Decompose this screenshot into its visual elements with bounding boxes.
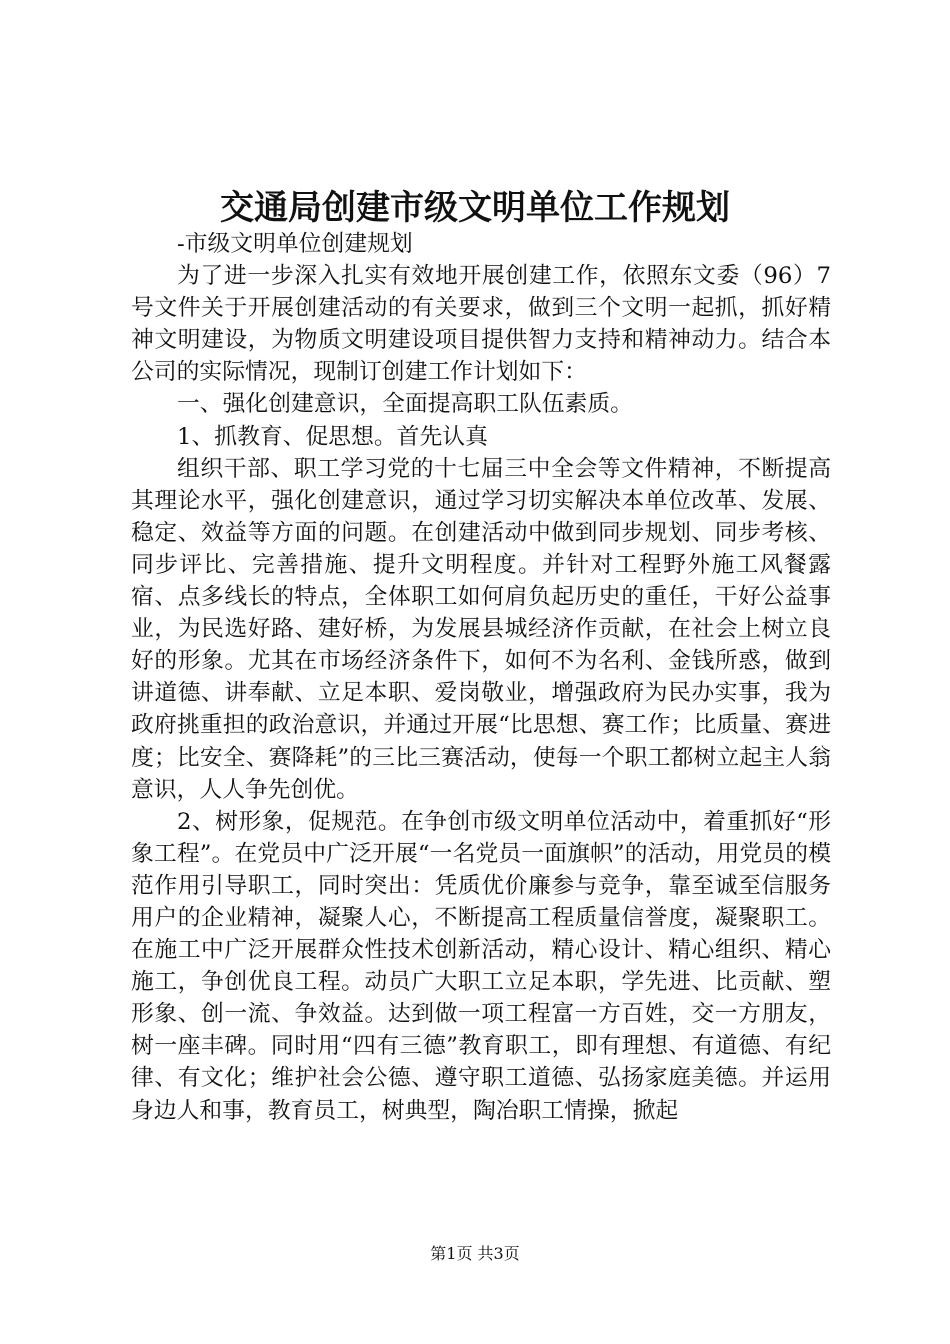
- document-subtitle: -市级文明单位创建规划: [177, 231, 413, 257]
- paragraph-image: 2、树形象，促规范。在争创市级文明单位活动中，着重抓好“形象工程”。在党员中广泛开展“一名党员一面旗帜”的活动，用党员的模范作用引导职工，同时突出：凭质优价廉参与竞争，靠至诚至信服务用户的企业精神，凝聚人心，不断提高工程质量信誉度，凝聚职工。在施工中广泛开展群众性技术创新活动，精心设计、精心组织、精心施工，争创优良工程。动员广大职工立足本职，学先进、比贡献、塑形象、创一流、争效益。达到做一项工程富一方百姓，交一方朋友，树一座丰碑。同时用“四有三德”教育职工，即有理想、有道德、有纪律、有文化；维护社会公德、遵守职工道德、弘扬家庭美德。并运用身边人和事，教育员工，树典型，陶冶职工情操，掀起: [131, 808, 831, 1124]
- paragraph-intro: 为了进一步深入扎实有效地开展创建工作，依照东文委（96）7号文件关于开展创建活动的有关要求，做到三个文明一起抓，抓好精神文明建设，为物质文明建设项目提供智力支持和精神动力。结合本公司的实际情况，现制订创建工作计划如下：: [131, 263, 831, 386]
- document-body: [131, 228, 831, 1127]
- subsection-heading-1: 1、抓教育、促思想。首先认真: [177, 423, 488, 450]
- section-heading-1: 一、强化创建意识，全面提高职工队伍素质。: [177, 391, 633, 418]
- page-number-footer: 第1页 共3页: [430, 1244, 520, 1263]
- paragraph-education: 组织干部、职工学习党的十七届三中全会等文件精神，不断提高其理论水平，强化创建意识，通过学习切实解决本单位改革、发展、稳定、效益等方面的问题。在创建活动中做到同步规划、同步考核、同步评比、完善措施、提升文明程度。并针对工程野外施工风餐露宿、点多线长的特点，全体职工如何肩负起历史的重任，干好公益事业，为民选好路、建好桥，为发展县城经济作贡献，在社会上树立良好的形象。尤其在市场经济条件下，如何不为名利、金钱所惑，做到讲道德、讲奉献、立足本职、爱岗敬业，增强政府为民办实事，我为政府挑重担的政治意识，并通过开展“比思想、赛工作；比质量、赛进度；比安全、赛降耗”的三比三赛活动，使每一个职工都树立起主人翁意识，人人争先创优。: [131, 455, 831, 803]
- document-title: 交通局创建市级文明单位工作规划: [220, 188, 730, 228]
